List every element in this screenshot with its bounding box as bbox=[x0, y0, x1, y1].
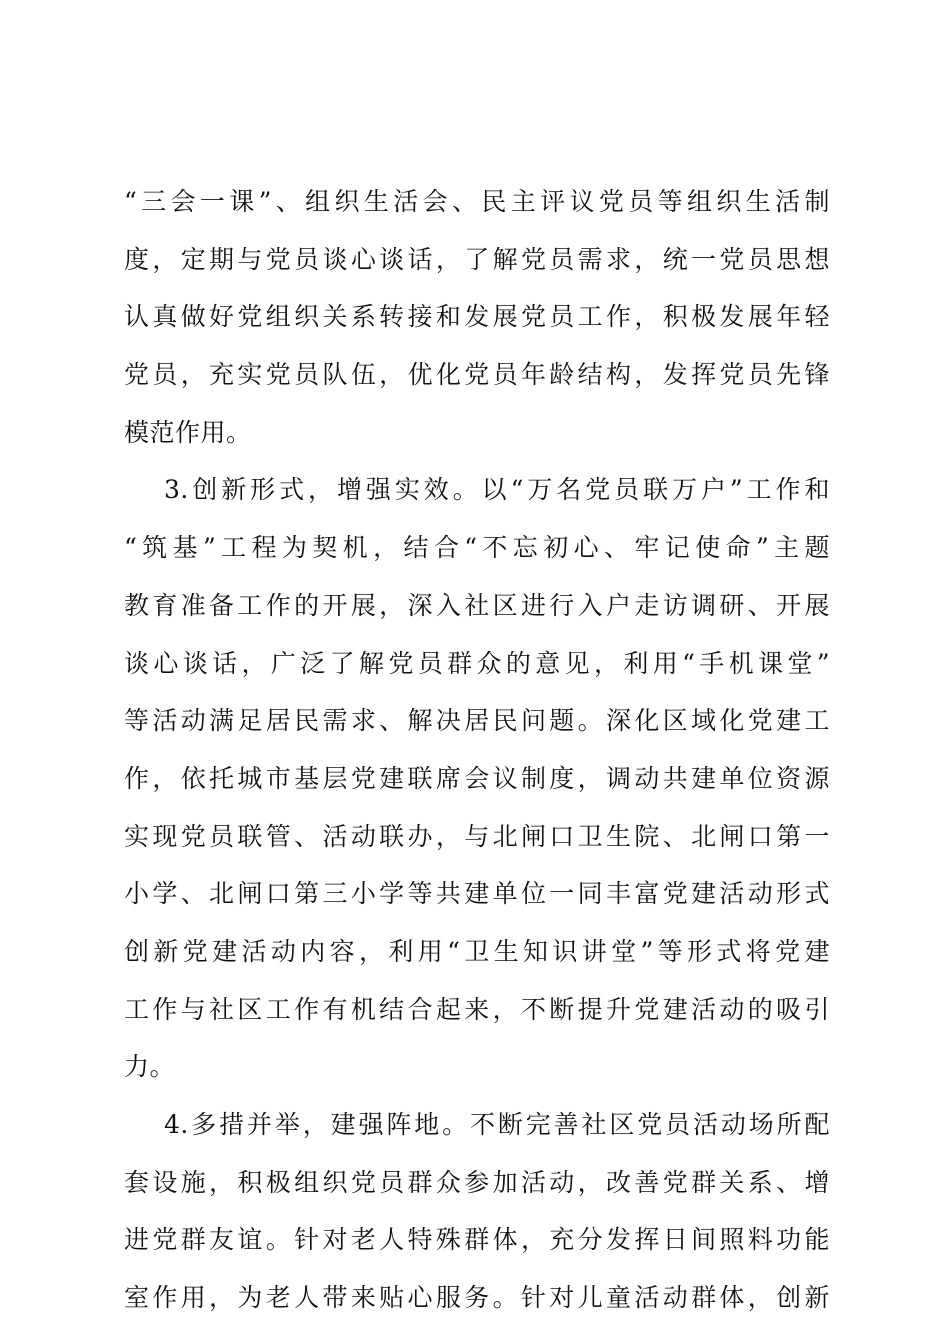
text-line: 作，依托城市基层党建联席会议制度，调动共建单位资源 bbox=[124, 763, 830, 793]
text-line: 进党群友谊。针对老人特殊群体，充分发挥日间照料功能 bbox=[124, 1225, 830, 1255]
text-line: 4.多措并举，建强阵地。不断完善社区党员活动场所配 bbox=[164, 1110, 830, 1139]
text-line: “三会一课”、组织生活会、民主评议党员等组织生活制 bbox=[124, 187, 830, 216]
text-line: 力。 bbox=[124, 1052, 176, 1082]
text-line: 实现党员联管、活动联办，与北闸口卫生院、北闸口第一 bbox=[124, 821, 830, 851]
text-line: 3.创新形式，增强实效。以“万名党员联万户”工作和 bbox=[164, 475, 830, 505]
text-line: 工作与社区工作有机结合起来，不断提升党建活动的吸引 bbox=[124, 994, 830, 1024]
text-line: 认真做好党组织关系转接和发展党员工作，积极发展年轻 bbox=[124, 302, 830, 332]
text-line: 谈心谈话，广泛了解党员群众的意见，利用“手机课堂” bbox=[124, 648, 830, 678]
text-line: 小学、北闸口第三小学等共建单位一同丰富党建活动形式 bbox=[124, 879, 830, 909]
text-line: “筑基”工程为契机，结合“不忘初心、牢记使命”主题 bbox=[124, 533, 830, 563]
text-line: 党员，充实党员队伍，优化党员年龄结构，发挥党员先锋 bbox=[124, 360, 830, 390]
text-line: 模范作用。 bbox=[124, 417, 252, 447]
text-line: 等活动满足居民需求、解决居民问题。深化区域化党建工 bbox=[124, 706, 830, 736]
text-line: 室作用，为老人带来贴心服务。针对儿童活动群体，创新 bbox=[124, 1283, 830, 1313]
text-line: 度，定期与党员谈心谈话，了解党员需求，统一党员思想 bbox=[124, 244, 830, 274]
body-text bbox=[124, 178, 830, 1332]
text-line: 创新党建活动内容，利用“卫生知识讲堂”等形式将党建 bbox=[124, 936, 830, 966]
text-line: 教育准备工作的开展，深入社区进行入户走访调研、开展 bbox=[124, 590, 830, 620]
text-line: 套设施，积极组织党员群众参加活动，改善党群关系、增 bbox=[124, 1167, 830, 1197]
